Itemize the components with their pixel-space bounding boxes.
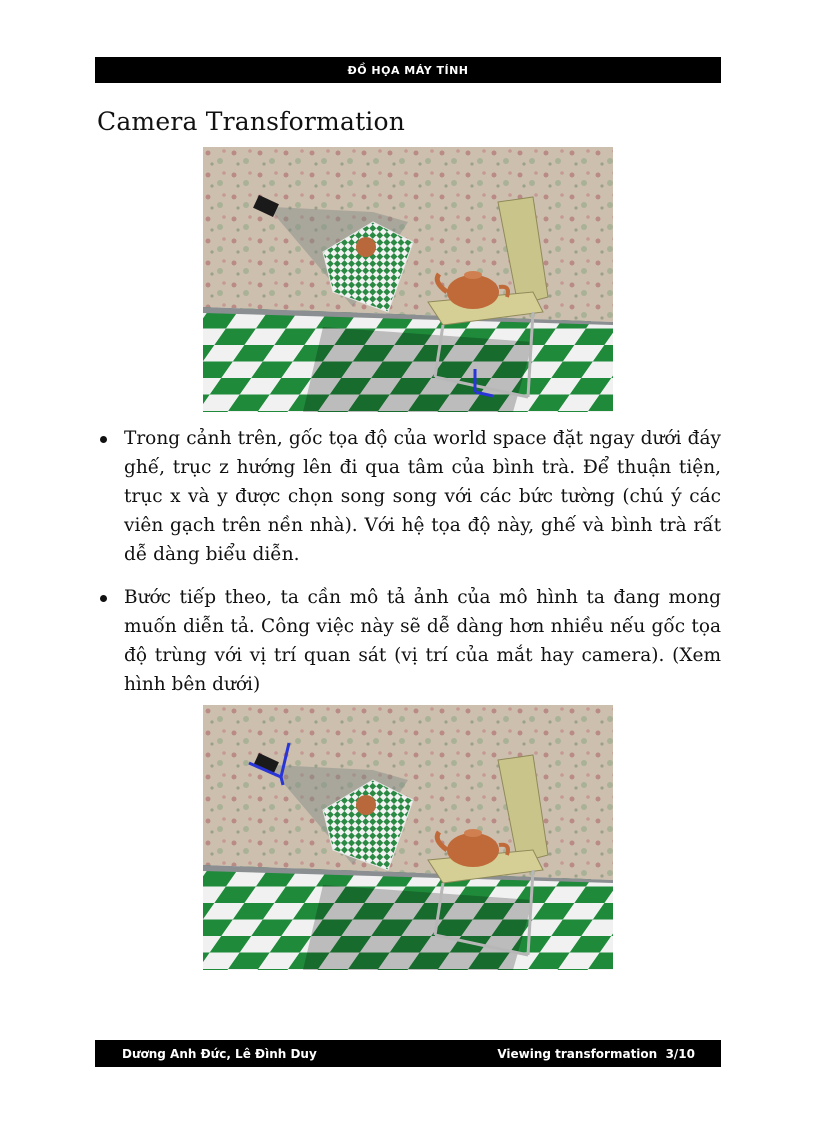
running-footer xyxy=(95,1040,721,1067)
bullet-dot xyxy=(100,436,107,443)
bullet-item xyxy=(97,424,721,569)
bullet-text: Trong cảnh trên, gốc tọa độ của world space đặt ngay dưới đáy ghế, trục z hướng lên đi qua tâm của bình trà. Để thuận tiện, trục x và y được chọn song song với các bức tường (chú ý các viên gạch trên nền nhà). Với hệ tọa độ này, ghế và bình trà rất dễ dàng biểu diễn. xyxy=(124,428,721,565)
bullet-item xyxy=(97,583,721,699)
figure-scene-world-origin xyxy=(203,147,613,412)
footer-authors: Dương Anh Đức, Lê Đình Duy xyxy=(122,1046,317,1061)
footer-topic-page: Viewing transformation 3/10 xyxy=(497,1046,695,1061)
figure-scene-camera-origin xyxy=(203,705,613,970)
header-text: ĐỒ HỌA MÁY TÍNH xyxy=(347,63,469,77)
page-title: Camera Transformation xyxy=(97,107,406,136)
running-header xyxy=(95,57,721,83)
bullet-list xyxy=(97,424,721,713)
bullet-dot xyxy=(100,595,107,602)
bullet-text: Bước tiếp theo, ta cần mô tả ảnh của mô hình ta đang mong muốn diễn tả. Công việc này sẽ dễ dàng hơn nhiều nếu gốc tọa độ trùng với vị trí quan sát (vị trí của mắt hay camera). (Xem hình bên dưới) xyxy=(124,587,721,695)
